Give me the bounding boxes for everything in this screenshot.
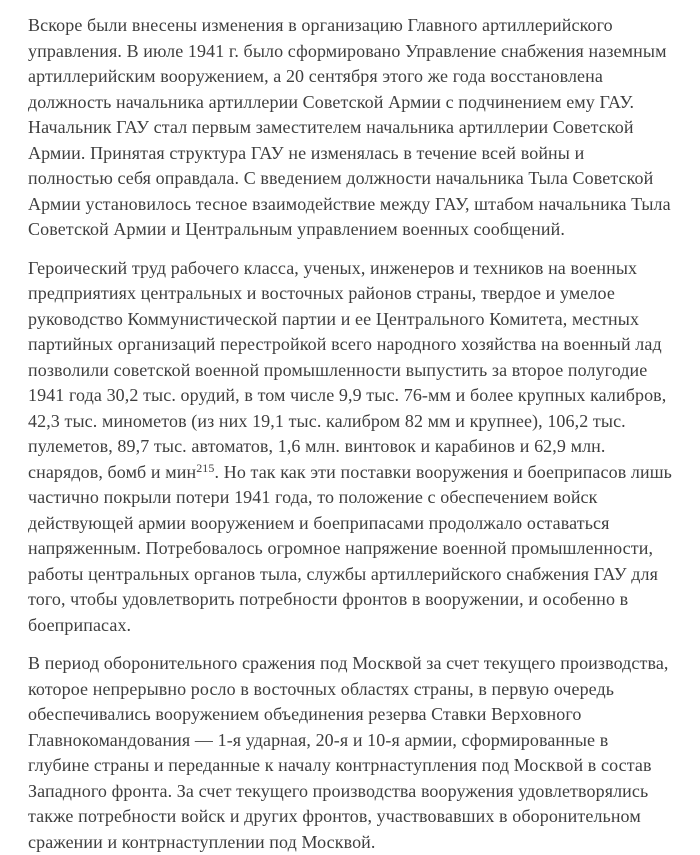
- paragraph-industry-output-text-after-footnote: . Но так как эти поставки вооружения и боеприпасов лишь частично покрыли потери 1941 года, то положение с обеспечением войск действующей армии вооружением и боеприпасами продолжало оставаться напряженным. Потребовалось огромное напряжение военной промышленности, работы центральных органов тыла, службы артиллерийского снабжения ГАУ для того, чтобы удовлетворить потребности фронтов в вооружении, и особенно в боеприпасах.: [28, 461, 672, 635]
- paragraph-gau-reorganization: Вскоре были внесены изменения в организацию Главного артиллерийского управления. В июле 1941 г. было сформировано Управление снабжения наземным артиллерийским вооружением, а 20 сентября этого же года восстановлена должность начальника артиллерии Советской Армии с подчинением ему ГАУ. Начальник ГАУ стал первым заместителем начальника артиллерии Советской Армии. Принятая структура ГАУ не изменялась в течение всей войны и полностью себя оправдала. С введением должности начальника Тыла Советской Армии установилось тесное взаимодействие между ГАУ, штабом начальника Тыла Советской Армии и Центральным управлением военных сообщений.: [28, 15, 671, 239]
- paragraph-industry-output-text-before-footnote: Героический труд рабочего класса, ученых, инженеров и техников на военных предприятиях центральных и восточных районов страны, твердое и умелое руководство Коммунистической партии и ее Центрального Комитета, местных партийных организаций перестройкой всего народного хозяйства на военный лад позволили советской военной промышленности выпустить за второе полугодие 1941 года 30,2 тыс. орудий, в том числе 9,9 тыс. 76-мм и более крупных калибров, 42,3 тыс. минометов (из них 19,1 тыс. калибром 82 мм и крупнее), 106,2 тыс. пулеметов, 89,7 тыс. автоматов, 1,6 млн. винтовок и карабинов и 62,9 млн. снарядов, бомб и мин: [28, 257, 667, 482]
- footnote-ref-215[interactable]: 215: [196, 461, 215, 476]
- paragraph-moscow-battle: В период оборонительного сражения под Москвой за счет текущего производства, которое непрерывно росло в восточных областях страны, в первую очередь обеспечивались вооружением объединения резерва Ставки Верховного Главнокомандования — 1-я ударная, 20-я и 10-я армии, сформированные в глубине страны и переданные к началу контрнаступления под Москвой в состав Западного фронта. За счет текущего производства вооружения удовлетворялись также потребности войск и других фронтов, участвовавших в оборонительном сражении и контрнаступлении под Москвой.: [28, 653, 669, 852]
- article-text: [28, 13, 672, 855]
- paragraph-industry-output: [28, 256, 672, 639]
